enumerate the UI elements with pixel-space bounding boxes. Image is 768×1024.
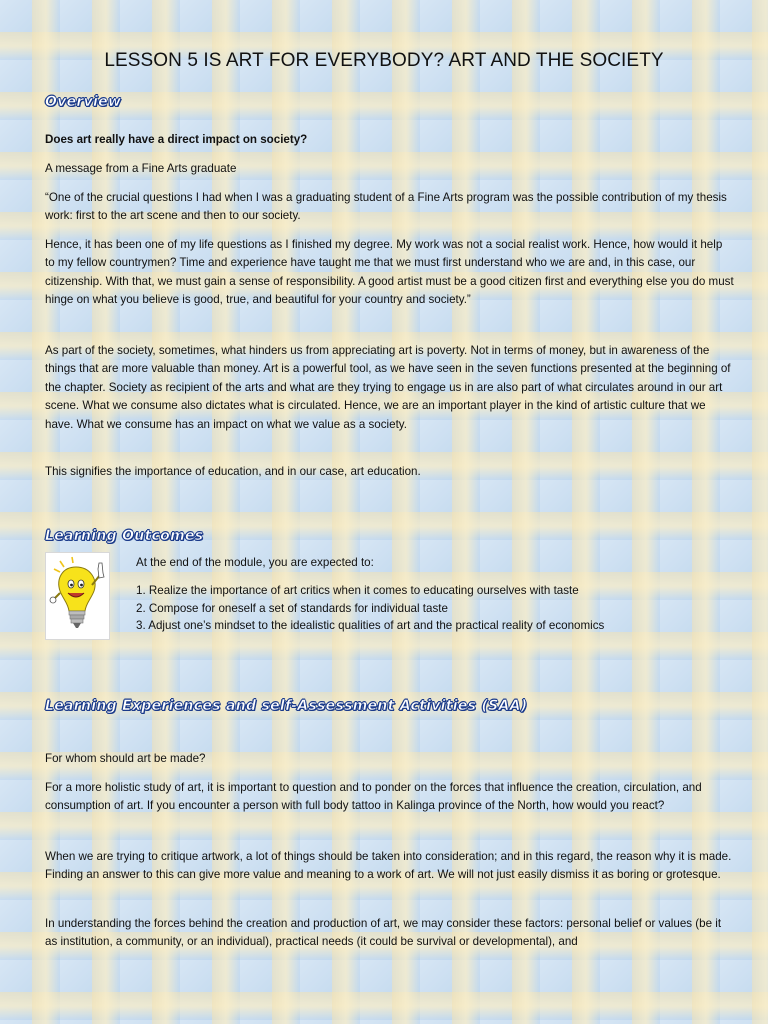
overview-question: Does art really have a direct impact on society? — [45, 133, 308, 146]
experiences-paragraph-3: In understanding the forces behind the creation and production of art, we may consider these factors: personal belief or values (be it as institution, a community, or an individual), practical needs (it could be survival or developmental), and — [45, 917, 722, 949]
outcomes-list — [136, 582, 604, 635]
overview-heading: Overview — [45, 94, 122, 110]
outcome-item-3: 3. Adjust one’s mindset to the idealistic qualities of art and the practical reality of economics — [136, 619, 605, 632]
message-intro: A message from a Fine Arts graduate — [45, 162, 237, 175]
education-paragraph: This signifies the importance of education, and in our case, art education. — [45, 465, 421, 478]
learning-experiences-heading: Learning Experiences and self-Assessment Activities (SAA) — [45, 698, 528, 714]
society-paragraph: As part of the society, sometimes, what hinders us from appreciating art is poverty. Not in terms of money, but in awareness of the things that are more valuable than money. Art is a powerful tool, as we have seen in the seven functions presented at the beginning of the chapter. Society as recipient of the arts and what are they trying to engage us in are also part of what circulates around in our art scene. What we consume also dictates what is circulated. Hence, we are an important player in the kind of artistic culture that we have. What we consume has an impact on what we value as a society. — [45, 344, 731, 431]
quote-paragraph-1: “One of the crucial questions I had when I was a graduating student of a Fine Arts program was the possible contribution of my thesis work: first to the art scene and then to our society. — [45, 191, 727, 223]
outcome-item-1: 1. Realize the importance of art critics when it comes to educating ourselves with taste — [136, 584, 579, 597]
learning-outcomes-heading: Learning Outcomes — [45, 528, 204, 544]
lesson-title: LESSON 5 IS ART FOR EVERYBODY? ART AND THE SOCIETY — [104, 50, 664, 71]
experiences-paragraph-1: For a more holistic study of art, it is important to question and to ponder on the forces that influence the creation, circulation, and consumption of art. If you encounter a person with full body tattoo in Kalinga province of the North, how would you react? — [45, 781, 702, 813]
experiences-question: For whom should art be made? — [45, 752, 206, 765]
lightbulb-mascot-icon — [45, 552, 110, 640]
experiences-paragraph-2: When we are trying to critique artwork, a lot of things should be taken into consideration; and in this regard, the reason why it is made. Finding an answer to this can give more value and meaning to a work of art. We will not just easily dismiss it as boring or grotesque. — [45, 850, 732, 882]
outcome-item-2: 2. Compose for oneself a set of standards for individual taste — [136, 601, 448, 615]
outcomes-intro: At the end of the module, you are expected to: — [136, 556, 374, 569]
quote-paragraph-2: Hence, it has been one of my life questions as I finished my degree. My work was not a social realist work. Hence, how would it help to my fellow countrymen? Time and experience have taught me that we must first understand who we are and, in this case, our citizenship. With that, we must gain a sense of responsibility. A good artist must be a good citizen first and everything else you do must hinge on what you believe is good, true, and beautiful for your country and society.” — [45, 238, 734, 307]
